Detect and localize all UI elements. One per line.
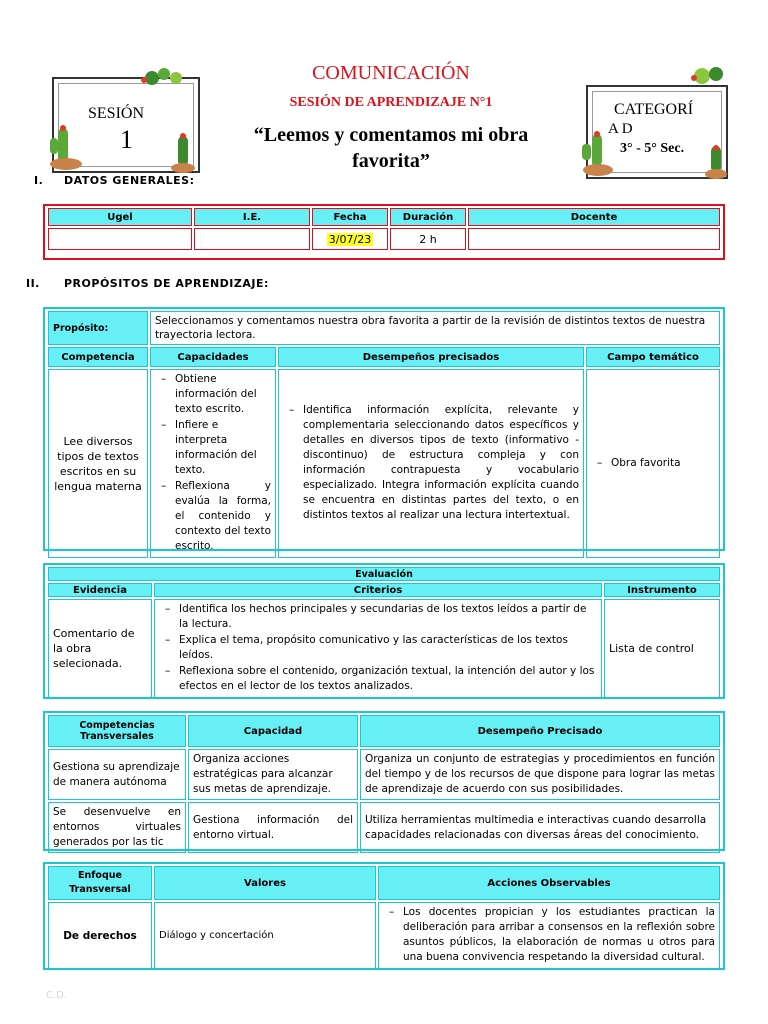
header-criterios: Criterios xyxy=(154,583,602,597)
header-docente: Docente xyxy=(468,208,720,226)
header-ie: I.E. xyxy=(194,208,310,226)
transversal-capacidad: Organiza acciones estratégicas para alcanzar sus metas de aprendizaje. xyxy=(188,749,358,800)
header-desempenos: Desempeños precisados xyxy=(278,347,584,367)
ugel-value xyxy=(48,228,192,250)
enfoque-value: De derechos xyxy=(48,902,152,969)
category-label-2: A D xyxy=(608,121,633,137)
cactus-decoration-icon xyxy=(44,122,104,172)
instrumento-value: Lista de control xyxy=(604,599,720,698)
subject-title: COMUNICACIÓN xyxy=(312,62,470,84)
footer-initials: C.D. xyxy=(46,990,68,1001)
transversal-desempeno: Utiliza herramientas multimedia e interactivas cuando desarrolla capacidades relacionadas con diversas áreas del conocimiento. xyxy=(360,802,720,853)
header-fecha: Fecha xyxy=(312,208,388,226)
topic-title: “Leemos y comentamos mi obra favorita” xyxy=(253,124,529,172)
capacidad-item: – Reflexiona y evalúa la forma, el contenido y contexto del texto escrito. xyxy=(155,479,271,554)
enfoque-grid xyxy=(46,864,722,971)
header-duracion: Duración xyxy=(390,208,466,226)
section-2-title: PROPÓSITOS DE APRENDIZAJE: xyxy=(64,277,269,290)
valores-value: Diálogo y concertación xyxy=(154,902,376,969)
header-enfoque: Enfoque Transversal xyxy=(48,866,152,900)
section-1-title: DATOS GENERALES: xyxy=(64,174,195,187)
section-1-number: I. xyxy=(34,174,44,187)
grades-label: 3° - 5° Sec. xyxy=(620,141,685,156)
purpose-label: Propósito: xyxy=(48,311,148,345)
evidencia-value: Comentario de la obra selecionada. xyxy=(48,599,152,698)
header-acciones: Acciones Observables xyxy=(378,866,720,900)
ie-value xyxy=(194,228,310,250)
criterio-item: – Explica el tema, propósito comunicativo y las características de los textos leídos. xyxy=(159,633,597,663)
competencia-value: Lee diversos tipos de textos escritos en su lengua materna xyxy=(48,369,148,558)
header-capacidades: Capacidades xyxy=(150,347,276,367)
capacidad-item: – Obtiene información del texto escrito. xyxy=(155,372,271,417)
transversal-capacidad: Gestiona información del entorno virtual. xyxy=(188,802,358,853)
evaluation-title: Evaluación xyxy=(48,567,720,581)
transversal-desempeno: Organiza un conjunto de estrategias y procedimientos en función del tiempo y de los recursos de que dispone para lograr las metas de aprendizaje de acuerdo con sus posibilidades. xyxy=(360,749,720,800)
section-2-number: II. xyxy=(26,277,40,290)
fecha-value: 3/07/23 xyxy=(328,232,372,246)
cactus-decoration-icon xyxy=(702,142,730,180)
campo-item: – Obra favorita xyxy=(591,457,715,469)
header-competencias-transversales: Competencias Transversales xyxy=(48,715,186,747)
evaluation-grid xyxy=(46,565,722,700)
session-label: SESIÓN xyxy=(88,105,145,122)
session-number: 1 xyxy=(120,125,133,154)
docente-value xyxy=(468,228,720,250)
header-valores: Valores xyxy=(154,866,376,900)
cactus-decoration-icon xyxy=(168,132,198,174)
criterio-item: – Reflexiona sobre el contenido, organización textual, la intención del autor y los efectos en el lector de los textos analizados. xyxy=(159,664,597,694)
category-label: CATEGORÍ xyxy=(614,101,694,118)
header-competencia: Competencia xyxy=(48,347,148,367)
header-capacidad: Capacidad xyxy=(188,715,358,747)
header-instrumento: Instrumento xyxy=(604,583,720,597)
transversal-competencia: Se desenvuelve en entornos virtuales generados por las tic xyxy=(48,802,186,853)
purpose-text: Seleccionamos y comentamos nuestra obra favorita a partir de la revisión de distintos textos de nuestra trayectoria lectora. xyxy=(150,311,720,345)
session-title: SESIÓN DE APRENDIZAJE N°1 xyxy=(289,95,493,110)
cactus-decoration-icon xyxy=(130,64,200,94)
general-data-grid xyxy=(46,206,722,252)
purpose-grid xyxy=(46,309,722,560)
cactus-decoration-icon xyxy=(578,130,618,178)
header-desempeno-precisado: Desempeño Precisado xyxy=(360,715,720,747)
duracion-value: 2 h xyxy=(390,228,466,250)
transversal-grid xyxy=(46,713,722,855)
cactus-decoration-icon xyxy=(680,60,740,90)
transversal-competencia: Gestiona su aprendizaje de manera autónoma xyxy=(48,749,186,800)
desempeno-item: – Identifica información explícita, relevante y complementaria seleccionando datos específicos y detalles en diversos tipos de texto (informativo - discontinuo) de estructura compleja y con información contrapuesta y vocabulario especializado. Integra información explícita cuando se encuentra en distintas partes del texto, o en distintos textos al realizar una lectura intertextual. xyxy=(283,403,579,523)
header-ugel: Ugel xyxy=(48,208,192,226)
capacidad-item: – Infiere e interpreta información del texto. xyxy=(155,418,271,478)
header-campo: Campo temático xyxy=(586,347,720,367)
acciones-item: – Los docentes propician y los estudiantes practican la deliberación para arribar a consensos en la reflexión sobre asuntos públicos, la elaboración de normas u otros para una buena convivencia respetando la diversidad cultural. xyxy=(383,905,715,965)
header-evidencia: Evidencia xyxy=(48,583,152,597)
criterio-item: – Identifica los hechos principales y secundarias de los textos leídos a partir de la lectura. xyxy=(159,602,597,632)
